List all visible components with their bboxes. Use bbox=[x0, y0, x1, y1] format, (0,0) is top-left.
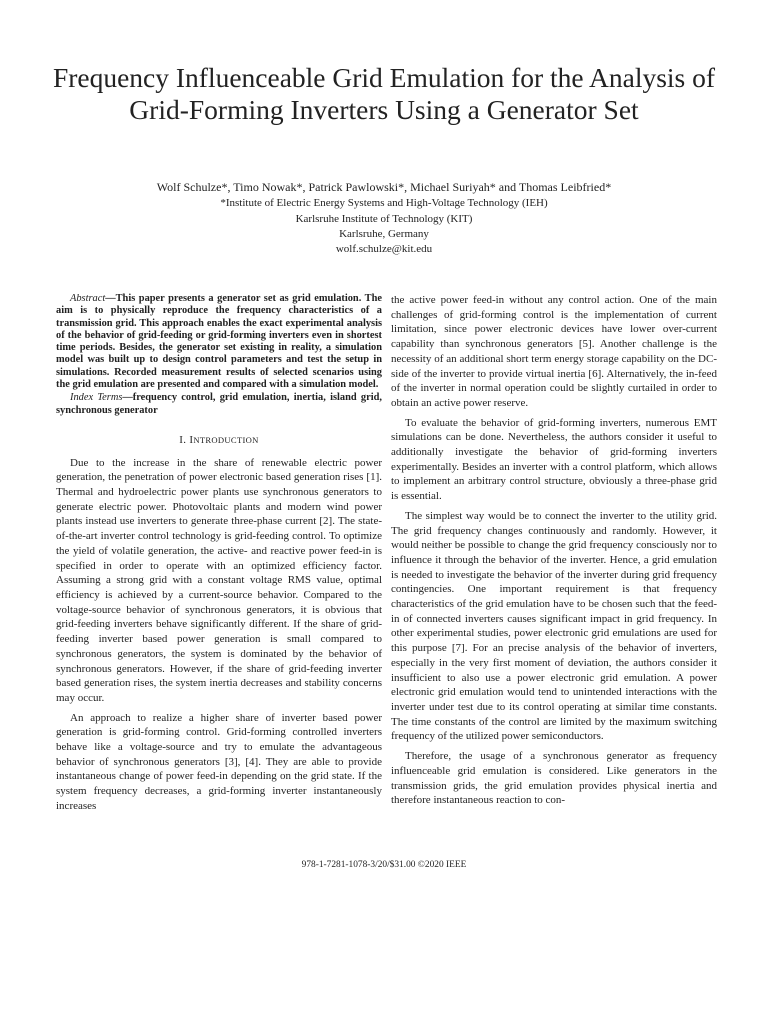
index-terms bbox=[56, 392, 382, 417]
intro-paragraph-4: The simplest way would be to connect the inverter to the utility grid. The grid frequency changes continuously and randomly. However, it would neither be possible to change the grid frequency consciously nor to influence it through the behavior of the inverter. Hence, a grid emulation is needed to investigate the behavior of the inverter during grid frequency contingencies. One important requirement is that frequency characteristics of the grid emulation have to be chosen such that the feed-in of connected inverters causes significant impact in grid frequency. In other experimental studies, power electronic grid emulations are used for this purpose [7]. For an precise analysis of the behavior of inverters, especially in the very first moment of deviation, the authors consider it insufficient to also use a power electronic grid emulation. A power electronic grid emulation would tend to unintended interactions with the inverter under test due to its control operating at similar time constants. The time constants of the control are limited by the maximum switching frequency of the utilized power semiconductors. bbox=[391, 509, 717, 743]
copyright-footer: 978-1-7281-1078-3/20/$31.00 ©2020 IEEE bbox=[301, 860, 467, 870]
paper-title: Frequency Influenceable Grid Emulation for the Analysis of Grid-Forming Inverters Using a Generator Set bbox=[52, 62, 716, 125]
abstract bbox=[56, 293, 382, 391]
intro-paragraph-5: Therefore, the usage of a synchronous generator as frequency influenceable grid emulation is considered. Like generators in the transmission grids, the grid emulation provides physical inertia and therefore instantaneous reaction to con- bbox=[391, 750, 717, 807]
section-number: I. bbox=[179, 433, 187, 446]
affiliation-institute: *Institute of Electric Energy Systems and High-Voltage Technology (IEH) bbox=[220, 197, 548, 209]
section-heading-introduction bbox=[56, 433, 382, 448]
intro-paragraph-1: Due to the increase in the share of renewable electric power generation, the penetration of power electronic based generation rises [1]. Thermal and hydroelectric power plants use synchronous generators to generate electric power. Photovoltaic plants and modern wind power plants instead use inverters to generate three-phase current [2]. The state-of-the-art inverter control technology is grid-feeding control. To optimize the yield of volatile generation, the active- and reactive power feed-in is specified in order to operate with an optimized efficiency factor. Assuming a strong grid with a constant voltage RMS value, optimal efficiency is achieved by a current-source behavior. Compared to the voltage-source behavior of synchronous generators, it is obvious that grid-feeding inverters behave significantly different. If the share of grid-feeding inverter based power generation is small compared to synchronous generators, the system is dominated by the behavior of synchronous generators. However, if the share of grid-feeding inverter based generation rises, the system inertia decreases and stability concerns may occur. bbox=[56, 456, 382, 704]
affiliation-university: Karlsruhe Institute of Technology (KIT) bbox=[295, 213, 473, 225]
abstract-text: —This paper presents a generator set as grid emulation. The aim is to physically reproduce the frequency characteristics of a transmission grid. This approach enables the exact experimental analysis of the behavior of grid-feeding or grid-forming inverters even in shortest time periods. Besides, the generator set existing in reality, a simulation model was built up to design control parameters and test the setup in simulations. Recorded measurement results of selected scenarios using the grid emulation are presented and compared with a simulation model. bbox=[56, 293, 382, 391]
section-title: NTRODUCTION bbox=[193, 434, 259, 445]
section-initial: I bbox=[189, 433, 194, 446]
index-terms-text: —frequency control, grid emulation, inertia, island grid, synchronous generator bbox=[56, 392, 382, 416]
abstract-label: Abstract bbox=[70, 293, 106, 304]
intro-paragraph-2: An approach to realize a higher share of inverter based power generation is grid-forming control. Grid-forming controlled inverters behave like a voltage-source and try to emulate the advantageous behavior of synchronous generators [3], [4]. They are able to provide instantaneous change of power feed-in depending on the grid state. If the system frequency decreases, a grid-forming inverter instantaneously increases bbox=[56, 711, 382, 812]
affiliation-location: Karlsruhe, Germany bbox=[339, 228, 429, 240]
author-list: Wolf Schulze*, Timo Nowak*, Patrick Pawlowski*, Michael Suriyah* and Thomas Leibfried* bbox=[156, 180, 612, 194]
index-terms-label: Index Terms bbox=[70, 392, 123, 404]
right-column bbox=[391, 293, 717, 813]
left-column bbox=[56, 293, 382, 819]
author-email: wolf.schulze@kit.edu bbox=[335, 243, 433, 255]
intro-paragraph-3: To evaluate the behavior of grid-forming inverters, numerous EMT simulations can be done. Nevertheless, the authors consider it useful to additionally investigate the behavior of grid-forming inverters experimentally. Besides an inverter with a control platform, which allows to implement an arbitrary control structure, obviously a three-phase grid is essential. bbox=[391, 416, 717, 503]
intro-paragraph-continued: the active power feed-in without any control action. One of the main challenges of grid-forming control is the implementation of current limitation, since power electronic devices have lower over-current capability than synchronous generators [5]. Another challenge is the necessity of an additional short term energy storage capability on the DC-side of the inverter to provide virtual inertia [6]. Alternatively, the in-feed of the inverter in normal operation could be slightly curtailed in order to obtain an active power reserve. bbox=[391, 294, 717, 409]
